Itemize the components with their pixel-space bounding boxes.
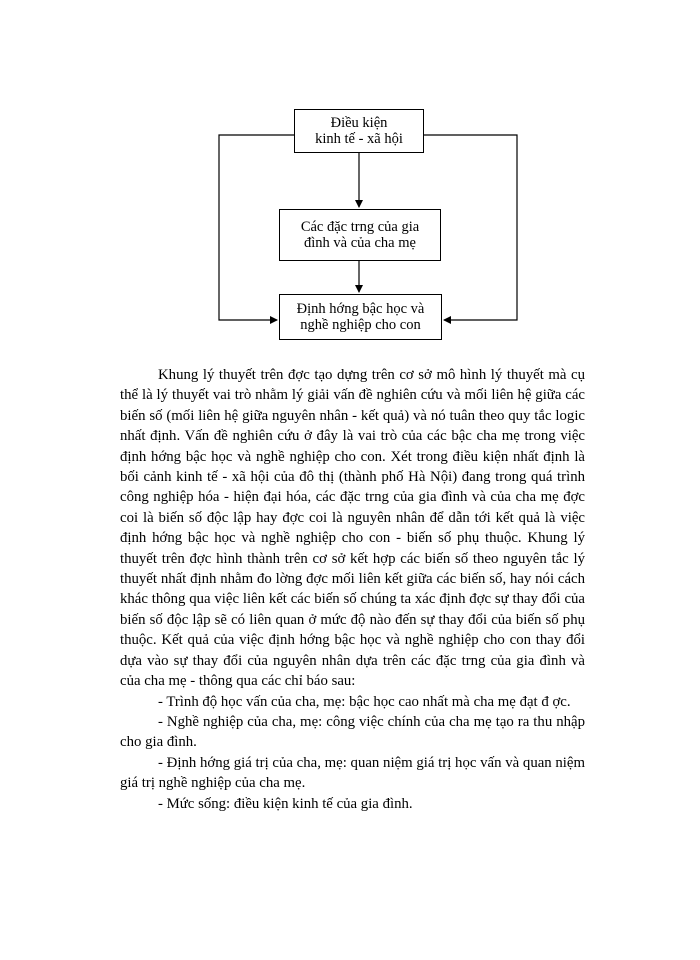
box-education-career-orientation xyxy=(279,294,442,340)
box-bottom-line1: Định hớng bậc học và xyxy=(296,301,425,317)
box-middle-line2: đình và của cha mẹ xyxy=(304,235,416,251)
box-bottom-line2: nghề nghiệp cho con xyxy=(300,317,421,333)
list-item: - Nghề nghiệp của cha, mẹ: công việc chính của cha mẹ tạo ra thu nhập cho gia đình. xyxy=(120,713,585,751)
list-item: - Mức sống: điều kiện kinh tế của gia đình. xyxy=(158,795,413,812)
list-item: - Định hớng giá trị của cha, mẹ: quan niệm giá trị học vấn và quan niệm giá trị nghề nghiệp của cha mẹ. xyxy=(120,754,585,792)
main-paragraph: Khung lý thuyết trên đợc tạo dựng trên cơ sở mô hình lý thuyết mà cụ thể là lý thuyết vai trò nhằm lý giải vấn đề nghiên cứu và mối liên hệ giữa các biến số (mối liên hệ giữa nguyên nhân - kết quả) và nó tuân theo quy tắc logic nhất định. Vấn đề nghiên cứu ở đây là vai trò của các bậc cha mẹ trong việc định hớng bậc học và nghề nghiệp cho con. Xét trong điều kiện nhất định là bối cảnh kinh tế - xã hội của đô thị (thành phố Hà Nội) đang trong quá trình công nghiệp hóa - hiện đại hóa, các đặc trng của gia đình và của cha mẹ đợc coi là biến số độc lập hay đợc coi là nguyên nhân để dẫn tới kết quả là việc định hớng bậc học và nghề nghiệp cho con - biến số phụ thuộc. Khung lý thuyết trên đợc hình thành trên cơ sở kết hợp các biến số theo nguyên tắc lý thuyết nhất định nhằm đo lờng đợc mối liên kết giữa các biến số, hay nói cách khác thông qua việc liên kết các biến số chúng ta xác định đợc sự thay đổi của biến số độc lập sẽ có liên quan ở mức độ nào đến sự thay đổi của biến số phụ thuộc. Kết quả của việc định hớng bậc học và nghề nghiệp cho con thay đổi dựa vào sự thay đổi của nguyên nhân dựa trên các đặc trng của gia đình và của cha mẹ - thông qua các chỉ báo sau: xyxy=(120,367,585,690)
body-text xyxy=(120,365,585,814)
list-item: - Trình độ học vấn của cha, mẹ: bậc học cao nhất mà cha mẹ đạt đ ợc. xyxy=(158,693,571,710)
flow-diagram xyxy=(0,0,700,350)
box-top-line2: kinh tế - xã hội xyxy=(315,131,403,147)
box-socioeconomic-conditions xyxy=(294,109,424,153)
box-family-characteristics xyxy=(279,209,441,261)
box-middle-line1: Các đặc trng của gia xyxy=(300,219,420,235)
box-top-line1: Điều kiện xyxy=(330,115,388,131)
